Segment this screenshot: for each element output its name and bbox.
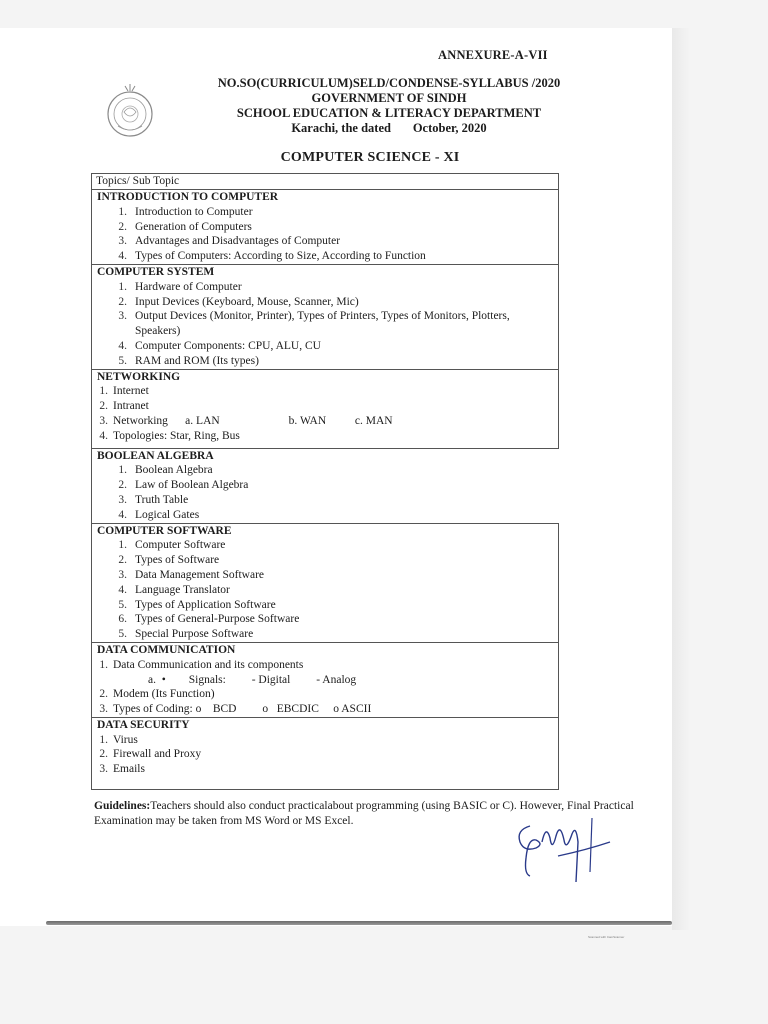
list-item-text: Introduction to Computer [135, 205, 253, 218]
list-item-number: 5. [118, 598, 127, 611]
list-item [97, 658, 554, 673]
list-item [97, 249, 554, 264]
list-item-number: 3. [99, 763, 108, 776]
list-item-text: Logical Gates [135, 508, 200, 521]
list-item-number: 5. [118, 628, 127, 641]
annexure-label: ANNEXURE-A-VII [438, 48, 548, 62]
page-bottom-edge [46, 921, 672, 925]
list-item-number: 2. [99, 748, 108, 761]
list-item-number: 1. [118, 205, 127, 218]
section-title: DATA COMMUNICATION [97, 643, 236, 656]
list-item [97, 583, 554, 598]
list-item-text: Advantages and Disadvantages of Computer [135, 235, 341, 248]
list-item-number: 2. [118, 295, 127, 308]
list-item-number: 6. [118, 613, 127, 626]
list-item [97, 598, 554, 613]
section-computer-software [91, 524, 559, 643]
list-item-number: 4. [118, 508, 127, 521]
list-item-number: 3. [118, 235, 127, 248]
list-item-number: 1. [99, 658, 108, 671]
list-item-number: 4. [118, 250, 127, 263]
list-item-text: Intranet [113, 400, 149, 413]
syllabus-sections [91, 190, 559, 790]
list-item [97, 568, 554, 583]
handwritten-signature [506, 812, 618, 884]
section-title: COMPUTER SYSTEM [97, 265, 215, 278]
list-item-text: Types of General-Purpose Software [135, 613, 300, 626]
header-line-date: Karachi, the dated October, 2020 [291, 121, 487, 135]
list-item-text: Computer Software [135, 539, 226, 552]
section-networking [91, 370, 559, 449]
list-item [97, 627, 554, 642]
guidelines-text: Teachers should also conduct practicalabout programming (using BASIC or C). However, Final Practical Examination may be taken from MS Word or MS Excel. [94, 800, 634, 827]
list-item [97, 612, 554, 627]
list-item [97, 687, 554, 702]
section-title: DATA SECURITY [97, 718, 190, 731]
list-item-text: Types of Coding: o BCD o EBCDIC o ASCII [113, 703, 372, 716]
syllabus-table [91, 173, 559, 790]
list-item-number: 1. [118, 280, 127, 293]
list-item-text: Emails [113, 763, 145, 776]
list-item-text: Input Devices (Keyboard, Mouse, Scanner, Mic) [135, 295, 359, 308]
list-item-text: Language Translator [135, 583, 230, 596]
list-item-number: 4. [99, 429, 108, 442]
list-item-number [97, 673, 108, 688]
header-line-government: GOVERNMENT OF SINDH [311, 91, 467, 105]
government-seal-icon [104, 82, 156, 138]
table-header: Topics/ Sub Topic [91, 173, 559, 190]
list-item-text: Networking a. LAN b. WAN c. MAN [113, 414, 393, 427]
list-item-number: 3. [99, 703, 108, 716]
list-item [97, 339, 554, 354]
list-item-text: Truth Table [135, 493, 189, 506]
list-item [97, 747, 554, 762]
section-title: NETWORKING [97, 370, 181, 383]
list-item-text: Computer Components: CPU, ALU, CU [135, 339, 321, 352]
page-title: COMPUTER SCIENCE - XI [280, 150, 460, 165]
list-item-text: Data Communication and its components [113, 658, 304, 671]
list-item-number: 1. [118, 464, 127, 477]
list-item [97, 429, 554, 444]
document-header [200, 76, 578, 136]
list-item-text: RAM and ROM (Its types) [135, 354, 259, 367]
list-item-number: 5. [118, 354, 127, 367]
list-item [97, 354, 554, 369]
list-item [97, 399, 554, 414]
list-item [97, 478, 555, 493]
list-item-number: 2. [118, 220, 127, 233]
list-item-text: Output Devices (Monitor, Printer), Types of Printers, Types of Monitors, Plotters, Speakers) [135, 310, 513, 338]
list-item [97, 508, 555, 523]
list-item-text: Law of Boolean Algebra [135, 479, 249, 492]
section-data-communication [91, 643, 559, 718]
list-item-text: Hardware of Computer [135, 280, 242, 293]
guidelines-label: Guidelines: [94, 800, 151, 812]
list-item [97, 234, 554, 249]
list-item-text: Virus [113, 733, 138, 746]
list-item [97, 414, 554, 429]
list-item [97, 463, 555, 478]
list-item-number: 2. [118, 479, 127, 492]
list-item-number: 2. [99, 688, 108, 701]
list-item-text: Types of Application Software [135, 598, 276, 611]
list-item-text: Firewall and Proxy [113, 748, 202, 761]
list-item-text: Topologies: Star, Ring, Bus [113, 429, 240, 442]
list-item-number: 2. [99, 400, 108, 413]
header-line-reference: NO.SO(CURRICULUM)SELD/CONDENSE-SYLLABUS /2020 [217, 76, 561, 90]
header-line-department: SCHOOL EDUCATION & LITERACY DEPARTMENT [236, 106, 542, 120]
list-item [97, 762, 554, 777]
list-item-number: 3. [118, 568, 127, 581]
list-item-text: Generation of Computers [135, 220, 252, 233]
list-item-text: Internet [113, 385, 149, 398]
section-title: COMPUTER SOFTWARE [97, 524, 232, 537]
scan-footnote: Scanned with CamScanner [588, 935, 625, 939]
list-item [97, 220, 554, 235]
list-item-number: 1. [99, 733, 108, 746]
list-item-text: Modem (Its Function) [113, 688, 215, 701]
list-item [97, 205, 554, 220]
list-item [97, 553, 554, 568]
list-item-number: 3. [99, 414, 108, 427]
list-item-text: Special Purpose Software [135, 628, 254, 641]
list-item [97, 295, 554, 310]
section-introduction-to-computer [91, 190, 559, 265]
list-item [97, 280, 554, 295]
list-item [97, 733, 554, 748]
list-item-text: Boolean Algebra [135, 464, 213, 477]
list-item-number: 1. [118, 539, 127, 552]
list-item-text: a. • Signals: - Digital - Analog [148, 673, 357, 686]
section-computer-system [91, 265, 559, 370]
list-item [97, 538, 554, 553]
list-item [97, 493, 555, 508]
list-item-text: Types of Computers: According to Size, According to Function [135, 250, 426, 263]
list-item [97, 384, 554, 399]
list-item [97, 673, 554, 688]
list-item-number: 4. [118, 583, 127, 596]
list-item-number: 3. [118, 493, 127, 506]
list-item-number: 1. [99, 385, 108, 398]
list-item-text: Data Management Software [135, 568, 265, 581]
list-item [97, 309, 554, 339]
section-title: BOOLEAN ALGEBRA [97, 449, 214, 462]
list-item-number: 4. [118, 339, 127, 352]
page-shadow-edge [672, 28, 690, 930]
list-item [97, 702, 554, 717]
list-item-number: 3. [118, 310, 127, 323]
list-item-text: Types of Software [135, 554, 220, 567]
list-item-number: 2. [118, 554, 127, 567]
section-data-security [91, 718, 559, 790]
section-title: INTRODUCTION TO COMPUTER [97, 191, 279, 203]
section-boolean-algebra [91, 449, 559, 524]
